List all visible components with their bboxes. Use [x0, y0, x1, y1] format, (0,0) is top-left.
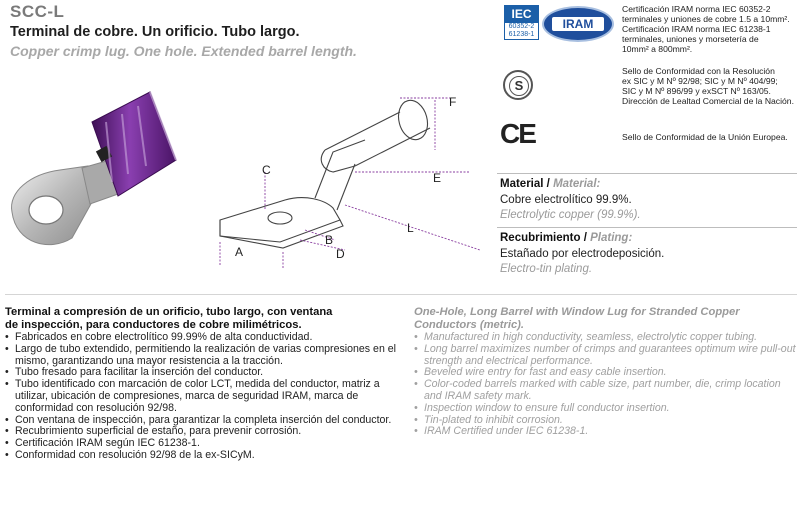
- list-item: • Con ventana de inspección, para garantizar la completa inserción del conductor.: [5, 415, 400, 427]
- ce-certification-text: Sello de Conformidad de la Unión Europea.: [622, 132, 788, 142]
- dim-label-b: B: [325, 233, 334, 247]
- plating-heading: Recubrimiento / Plating:: [500, 232, 633, 244]
- iram-logo: [542, 6, 614, 42]
- description-title-en: One-Hole, Long Barrel with Window Lug for Stranded Copper Conductors (metric).: [414, 306, 740, 331]
- list-item: • Color-coded barrels marked with cable size, part number, die, crimp location and IRAM safety mark.: [414, 379, 796, 403]
- spec-divider-top: [497, 173, 797, 174]
- dimension-diagram: [205, 90, 490, 270]
- iec-logo: [504, 5, 539, 41]
- list-item: • IRAM Certified under IEC 61238-1.: [414, 426, 796, 438]
- feature-list-en: [414, 332, 796, 438]
- product-photo: [0, 62, 190, 262]
- section-divider: [5, 294, 797, 295]
- list-item: • Beveled wire entry for fast and easy cable insertion.: [414, 367, 796, 379]
- list-item: • Fabricados en cobre electrolítico 99.99% de alta conductividad.: [5, 332, 400, 344]
- iec-standard-2: 61238-1: [508, 31, 535, 38]
- iec-standard-1: 60352-2: [508, 23, 535, 30]
- iram-certification-text: Certificación IRAM norma IEC 60352-2 terminales y uniones de cobre 1.5 a 10mm². Certificación IRAM norma IEC 61238-1 terminales, uniones y morsetería de 10mm² a 800mm².: [622, 4, 790, 54]
- list-item: • Certificación IRAM según IEC 61238-1.: [5, 438, 400, 450]
- s-mark-certification-text: Sello de Conformidad con la Resolución ex SIC y M Nº 92/98; SIC y M Nº 404/99; SIC y M Nº 896/99 y exSCT Nº 163/05. Dirección de Lealtad Comercial de la Nación.: [622, 66, 794, 106]
- dim-label-l: L: [407, 221, 414, 235]
- description-spanish: [5, 306, 400, 462]
- ce-mark-icon: CE: [500, 118, 535, 149]
- list-item: • Inspection window to ensure full conductor insertion.: [414, 403, 796, 415]
- spec-divider-middle: [497, 227, 797, 228]
- list-item: • Long barrel maximizes number of crimps and guarantees optimum wire pull-out strength and electrical performance.: [414, 344, 796, 368]
- list-item: • Tubo identificado con marcación de color LCT, medida del conductor, matriz a utilizar, ubicación de compresiones, marca de seguridad IRAM, marca de conformidad con resolución 92/98.: [5, 379, 400, 414]
- dim-label-f: F: [449, 95, 457, 109]
- description-title-es: Terminal a compresión de un orificio, tubo largo, con ventana de inspección, para conductores de cobre milimétricos.: [5, 306, 333, 331]
- list-item: • Tin-plated to inhibit corrosion.: [414, 415, 796, 427]
- dim-label-e: E: [433, 171, 442, 185]
- material-value-en: Electrolytic copper (99.9%).: [500, 209, 641, 221]
- iram-logo-text: IRAM: [552, 17, 604, 31]
- list-item: • Tubo fresado para facilitar la inserción del conductor.: [5, 367, 400, 379]
- material-value-es: Cobre electrolítico 99.9%.: [500, 194, 632, 206]
- list-item: • Manufactured in high conductivity, seamless, electrolytic copper tubing.: [414, 332, 796, 344]
- feature-list-es: [5, 332, 400, 462]
- material-heading: Material / Material:: [500, 178, 601, 190]
- iec-logo-text: IEC: [504, 5, 539, 23]
- plating-value-es: Estañado por electrodeposición.: [500, 248, 665, 260]
- description-english: [414, 306, 796, 438]
- dim-label-c: C: [262, 163, 271, 177]
- list-item: • Conformidad con resolución 92/98 de la ex-SICyM.: [5, 450, 400, 462]
- dim-label-a: A: [235, 245, 244, 259]
- list-item: • Recubrimiento superficial de estaño, para prevenir corrosión.: [5, 426, 400, 438]
- list-item: • Largo de tubo extendido, permitiendo la realización de varias compresiones en el mismo, garantizando una mayor resistencia a la tracción.: [5, 344, 400, 368]
- title-spanish: Terminal de cobre. Un orificio. Tubo largo.: [10, 24, 300, 40]
- s-mark-icon: [503, 70, 533, 100]
- s-mark-text: S: [509, 76, 529, 96]
- title-english: Copper crimp lug. One hole. Extended barrel length.: [10, 43, 357, 59]
- dim-label-d: D: [336, 247, 345, 261]
- product-code: SCC-L: [10, 2, 65, 21]
- plating-value-en: Electro-tin plating.: [500, 263, 593, 275]
